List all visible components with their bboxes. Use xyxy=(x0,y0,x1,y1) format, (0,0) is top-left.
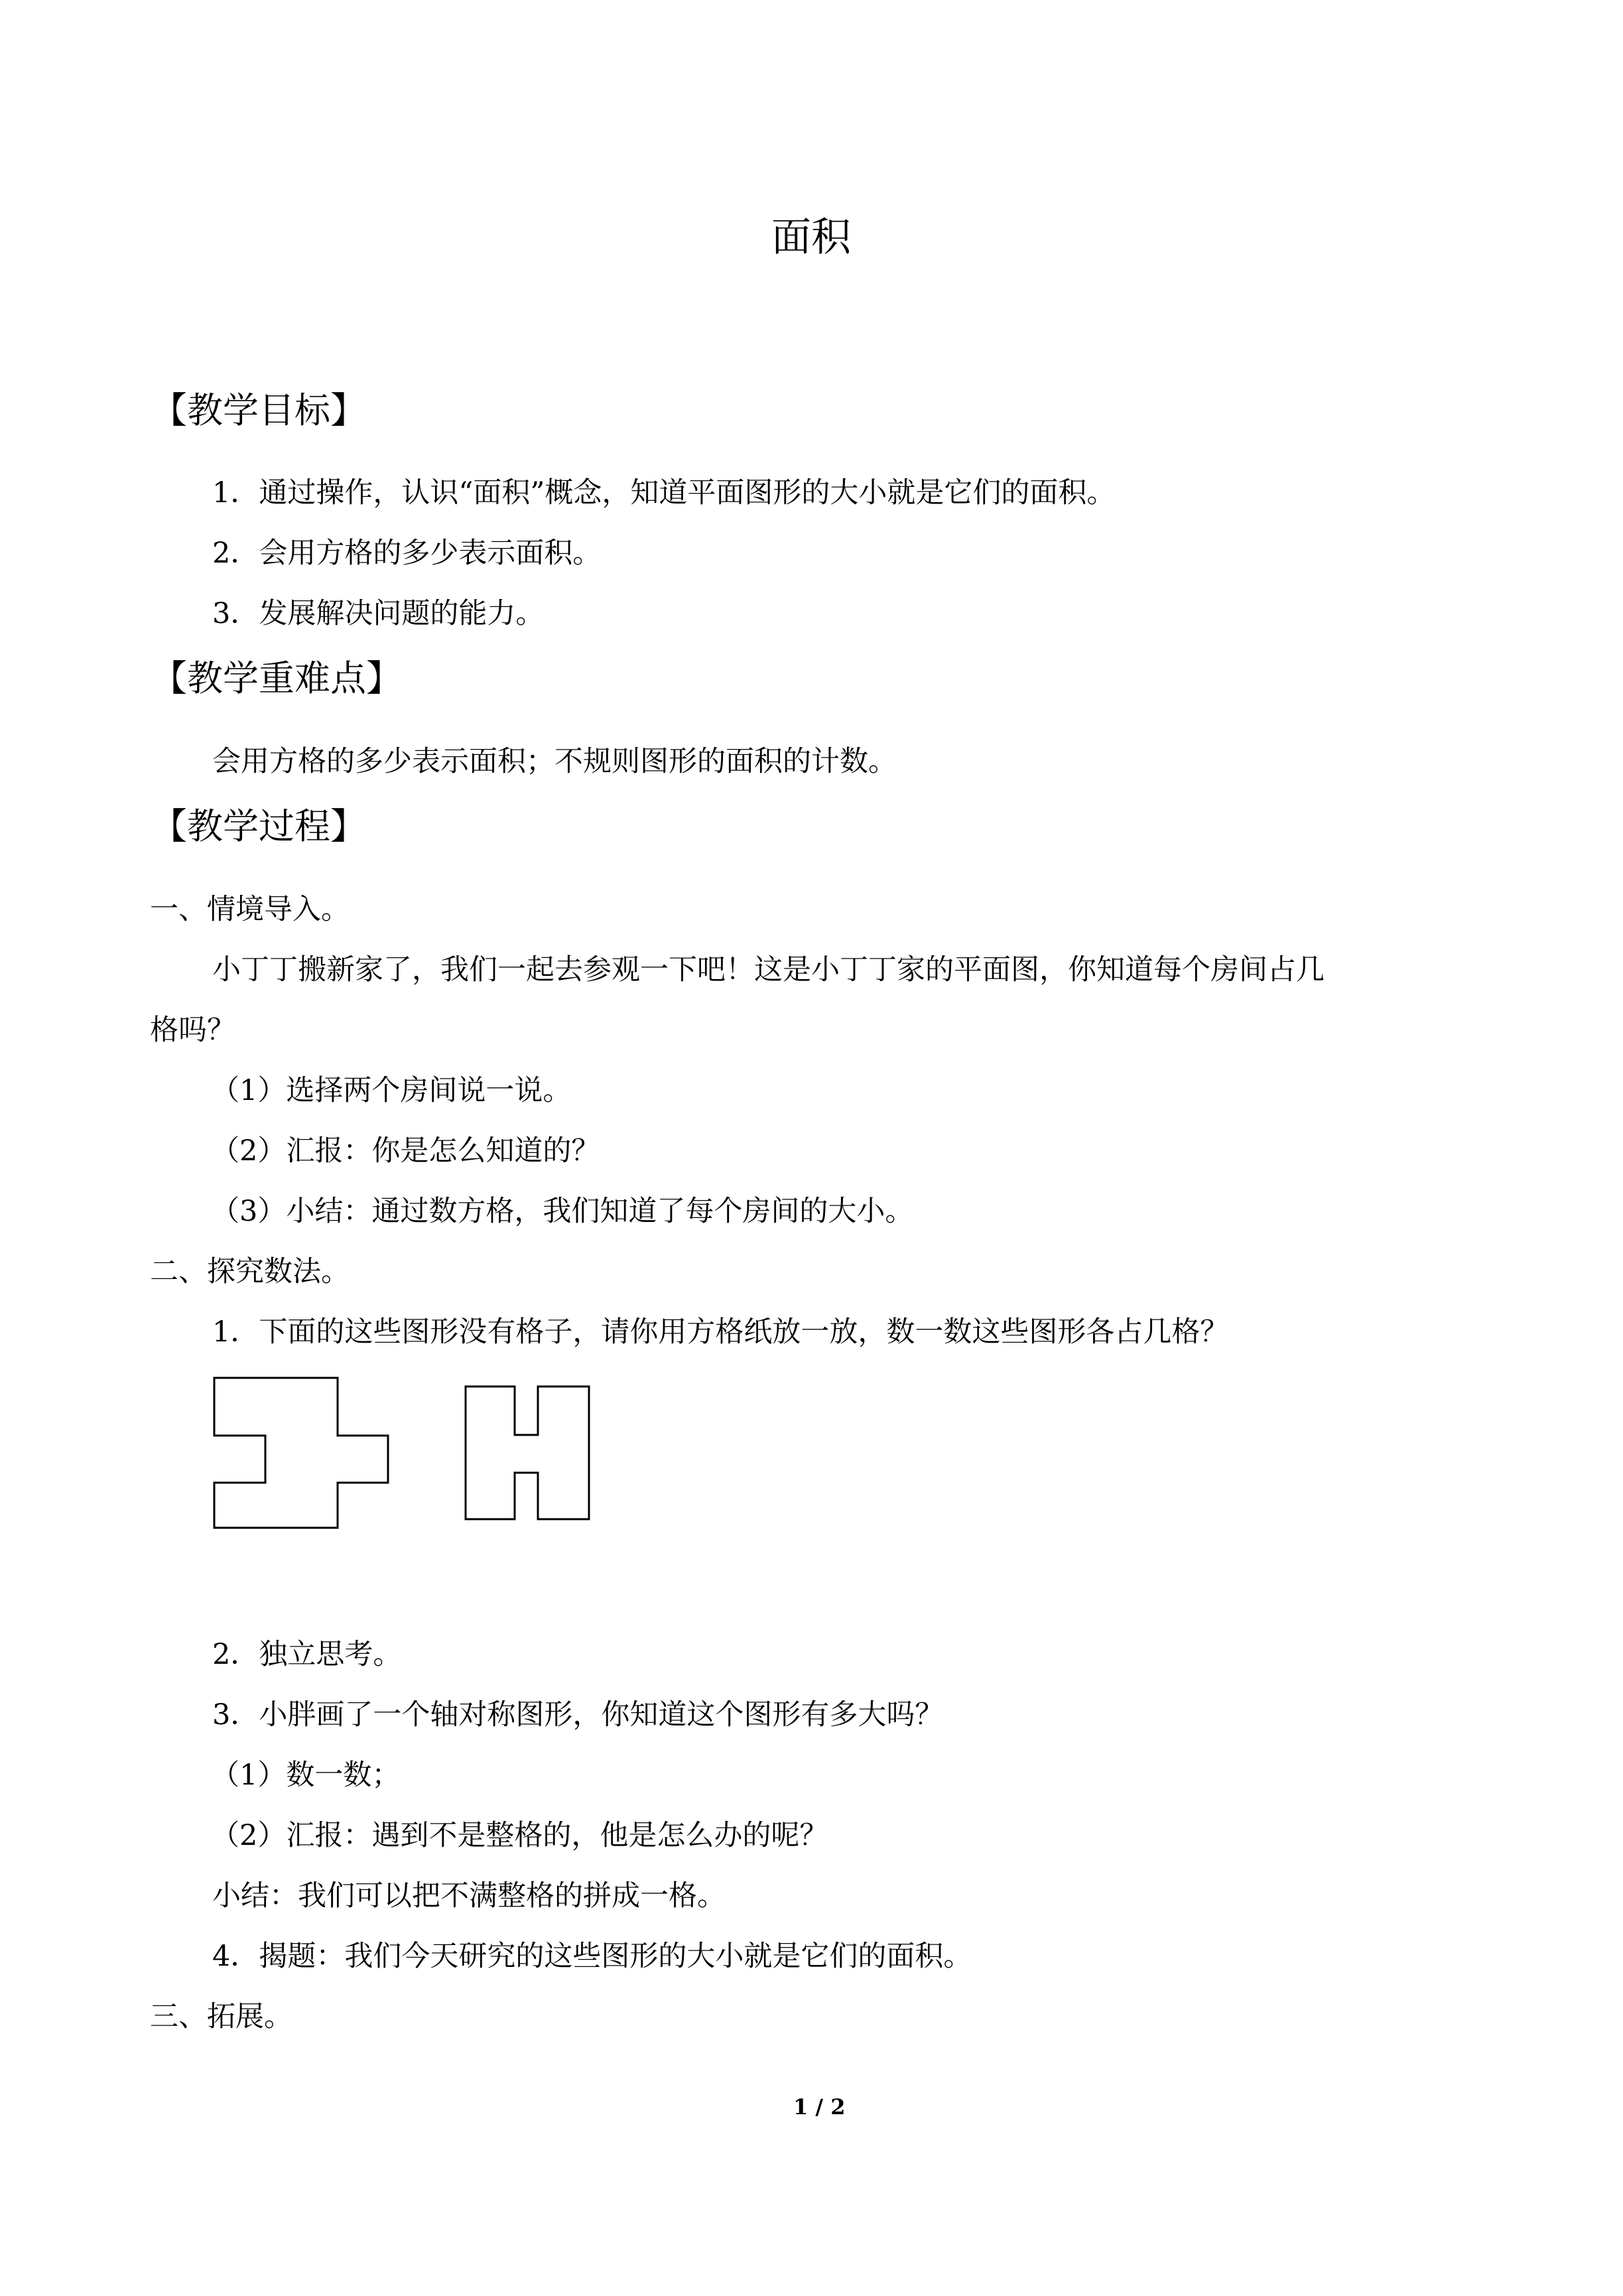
part1-heading: 一、情境导入。 xyxy=(150,893,350,926)
page-number: 1 / 2 xyxy=(793,2094,846,2120)
key-points-text: 会用方格的多少表示面积；不规则图形的面积的计数。 xyxy=(212,745,897,778)
part2-item-1: 1．下面的这些图形没有格子，请你用方格纸放一放，数一数这些图形各占几格？ xyxy=(212,1316,1229,1349)
process-heading: 【教学过程】 xyxy=(151,805,366,847)
part3-heading: 三、拓展。 xyxy=(150,2000,292,2033)
page-title: 面积 xyxy=(771,214,851,261)
objective-item-1: 1．通过操作，认识“面积”概念，知道平面图形的大小就是它们的面积。 xyxy=(212,476,1116,509)
cross-shape xyxy=(214,1378,388,1528)
part2-heading: 二、探究数法。 xyxy=(150,1255,350,1288)
key-points-heading: 【教学重难点】 xyxy=(151,657,402,699)
part1-paragraph-line2: 格吗？ xyxy=(150,1014,235,1047)
h-shape xyxy=(466,1386,589,1519)
part1-step-2: （2）汇报：你是怎么知道的？ xyxy=(211,1134,600,1168)
part2-item-2: 2．独立思考。 xyxy=(212,1638,402,1671)
objective-item-3: 3．发展解决问题的能力。 xyxy=(212,597,545,630)
part2-item-3: 3．小胖画了一个轴对称图形，你知道这个图形有多大吗？ xyxy=(212,1698,944,1731)
part2-sub-2: （2）汇报：遇到不是整格的，他是怎么办的呢？ xyxy=(211,1819,828,1852)
part2-sub-1: （1）数一数； xyxy=(211,1759,401,1792)
part2-item-4: 4．揭题：我们今天研究的这些图形的大小就是它们的面积。 xyxy=(212,1940,972,1973)
objective-item-2: 2．会用方格的多少表示面积。 xyxy=(212,537,602,570)
part2-summary: 小结：我们可以把不满整格的拼成一格。 xyxy=(212,1879,726,1913)
part1-paragraph-line1: 小丁丁搬新家了，我们一起去参观一下吧！这是小丁丁家的平面图，你知道每个房间占几 xyxy=(212,953,1325,986)
objectives-heading: 【教学目标】 xyxy=(151,389,366,431)
part1-step-3: （3）小结：通过数方格，我们知道了每个房间的大小。 xyxy=(211,1195,914,1228)
part1-step-1: （1）选择两个房间说一说。 xyxy=(211,1074,572,1107)
